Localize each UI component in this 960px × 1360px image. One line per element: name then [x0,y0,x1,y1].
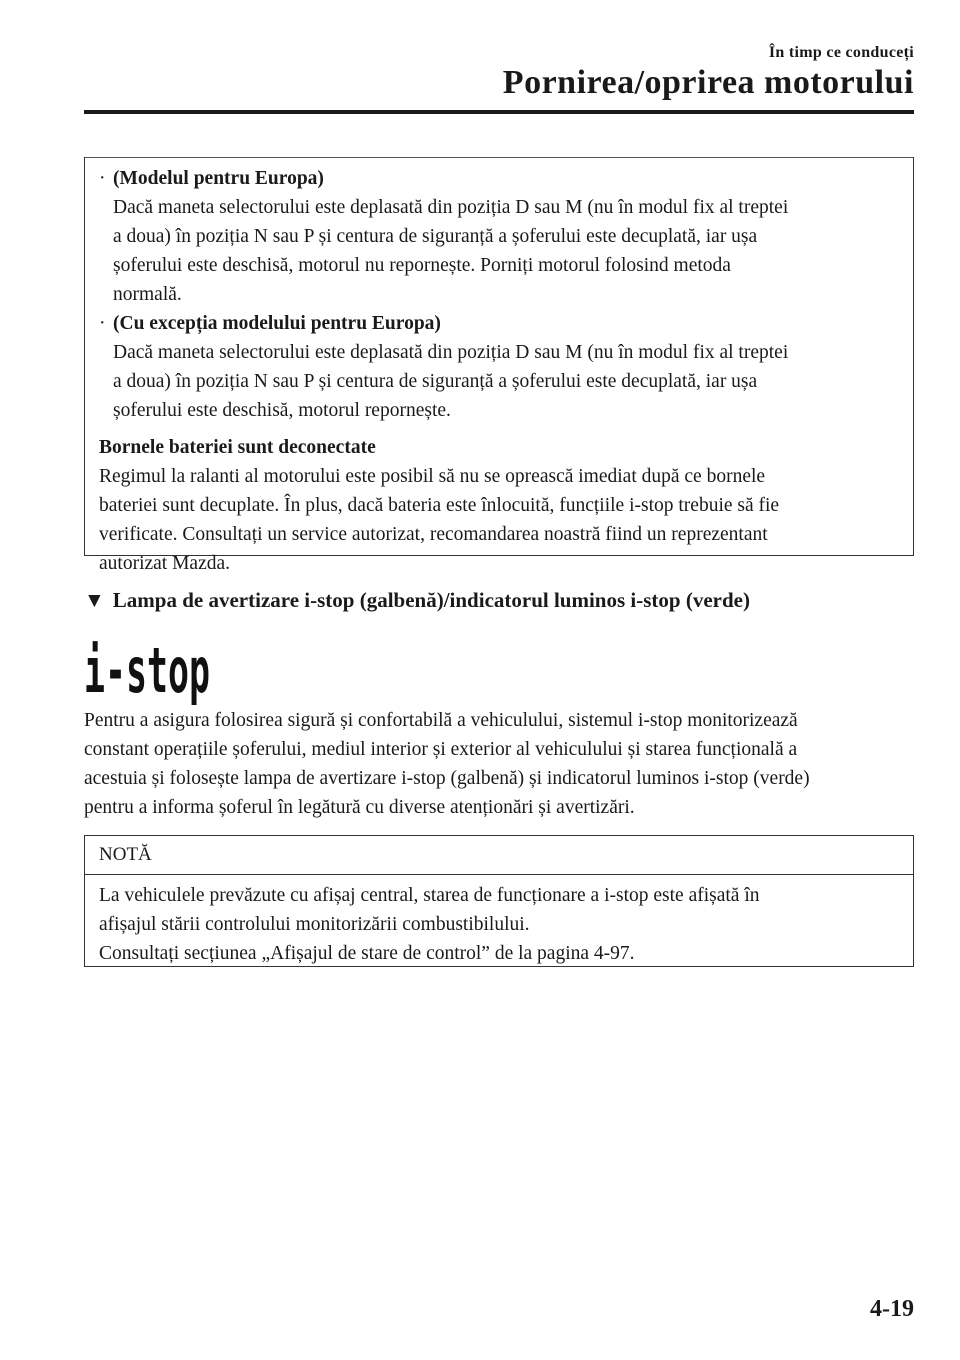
section-line: bateriei sunt decuplate. În plus, dacă bateria este înlocuită, funcțiile i-stop trebuie să fie [99,495,780,516]
running-header-title: Pornirea/oprirea motorului [502,64,914,101]
note-title: NOTĂ [85,836,913,875]
bullet-title: (Modelul pentru Europa) [113,168,324,189]
battery-section [99,433,899,578]
section-line: autorizat Mazda. [99,553,231,574]
bullet-line: Dacă maneta selectorului este deplasată din poziția D sau M (nu în modul fix al treptei [113,197,789,218]
bullet-line: a doua) în poziția N sau P și centura de siguranță a șoferului este decuplată, iar ușa [113,226,758,247]
header-rule [84,110,914,114]
bullet-dot: · [99,313,106,334]
subsection-heading [84,588,750,613]
triangle-down-icon: ▼ [84,588,105,612]
bullet-line: șoferului este deschisă, motorul nu repornește. Porniți motorul folosind metoda [113,255,731,276]
running-header-section: În timp ce conduceți [768,44,914,61]
bullet-dot: · [99,168,106,189]
section-title: Bornele bateriei sunt deconectate [99,437,376,458]
box-top-rule [85,157,913,158]
bullet-line: șoferului este deschisă, motorul repornește. [113,400,451,421]
note-box [84,835,914,967]
note-line: La vehiculele prevăzute cu afișaj central, starea de funcționare a i-stop este afișată în [99,885,760,906]
note-line: Consultați secțiunea „Afișajul de stare de control” de la pagina 4-97. [99,943,635,964]
note-body [85,875,913,968]
body-line: pentru a informa șoferul în legătură cu diverse atenționări și avertizări. [84,797,635,818]
section-line: verificate. Consultați un service autorizat, recomandarea noastră fiind un reprezentant [99,524,768,545]
bullet-europe [99,157,899,309]
warning-box [84,157,914,574]
subsection-heading-text: Lampa de avertizare i-stop (galbenă)/indicatorul luminos i-stop (verde) [112,588,750,612]
bullet-title: (Cu excepția modelului pentru Europa) [113,313,441,334]
bullet-line: Dacă maneta selectorului este deplasată din poziția D sau M (nu în modul fix al treptei [113,342,789,363]
note-line: afișajul stării controlului monitorizării combustibilului. [99,914,530,935]
bullet-non-europe [99,309,899,425]
istop-logo-text: i-stop [84,634,210,707]
body-line: acestuia și folosește lampa de avertizare i-stop (galbenă) și indicatorul luminos i-stop (verde) [84,768,810,789]
istop-logo [84,632,214,707]
page-number: 4-19 [870,1296,914,1322]
body-line: Pentru a asigura folosirea sigură și confortabilă a vehiculului, sistemul i-stop monitorizează [84,710,798,731]
body-line: constant operațiile șoferului, mediul interior și exterior al vehiculului și starea funcțională a [84,739,798,760]
body-paragraph [84,706,920,822]
bullet-line: normală. [113,284,182,305]
section-line: Regimul la ralanti al motorului este posibil să nu se oprească imediat după ce bornele [99,466,766,487]
istop-logo-graphic [84,632,214,707]
bullet-line: a doua) în poziția N sau P și centura de siguranță a șoferului este decuplată, iar ușa [113,371,758,392]
